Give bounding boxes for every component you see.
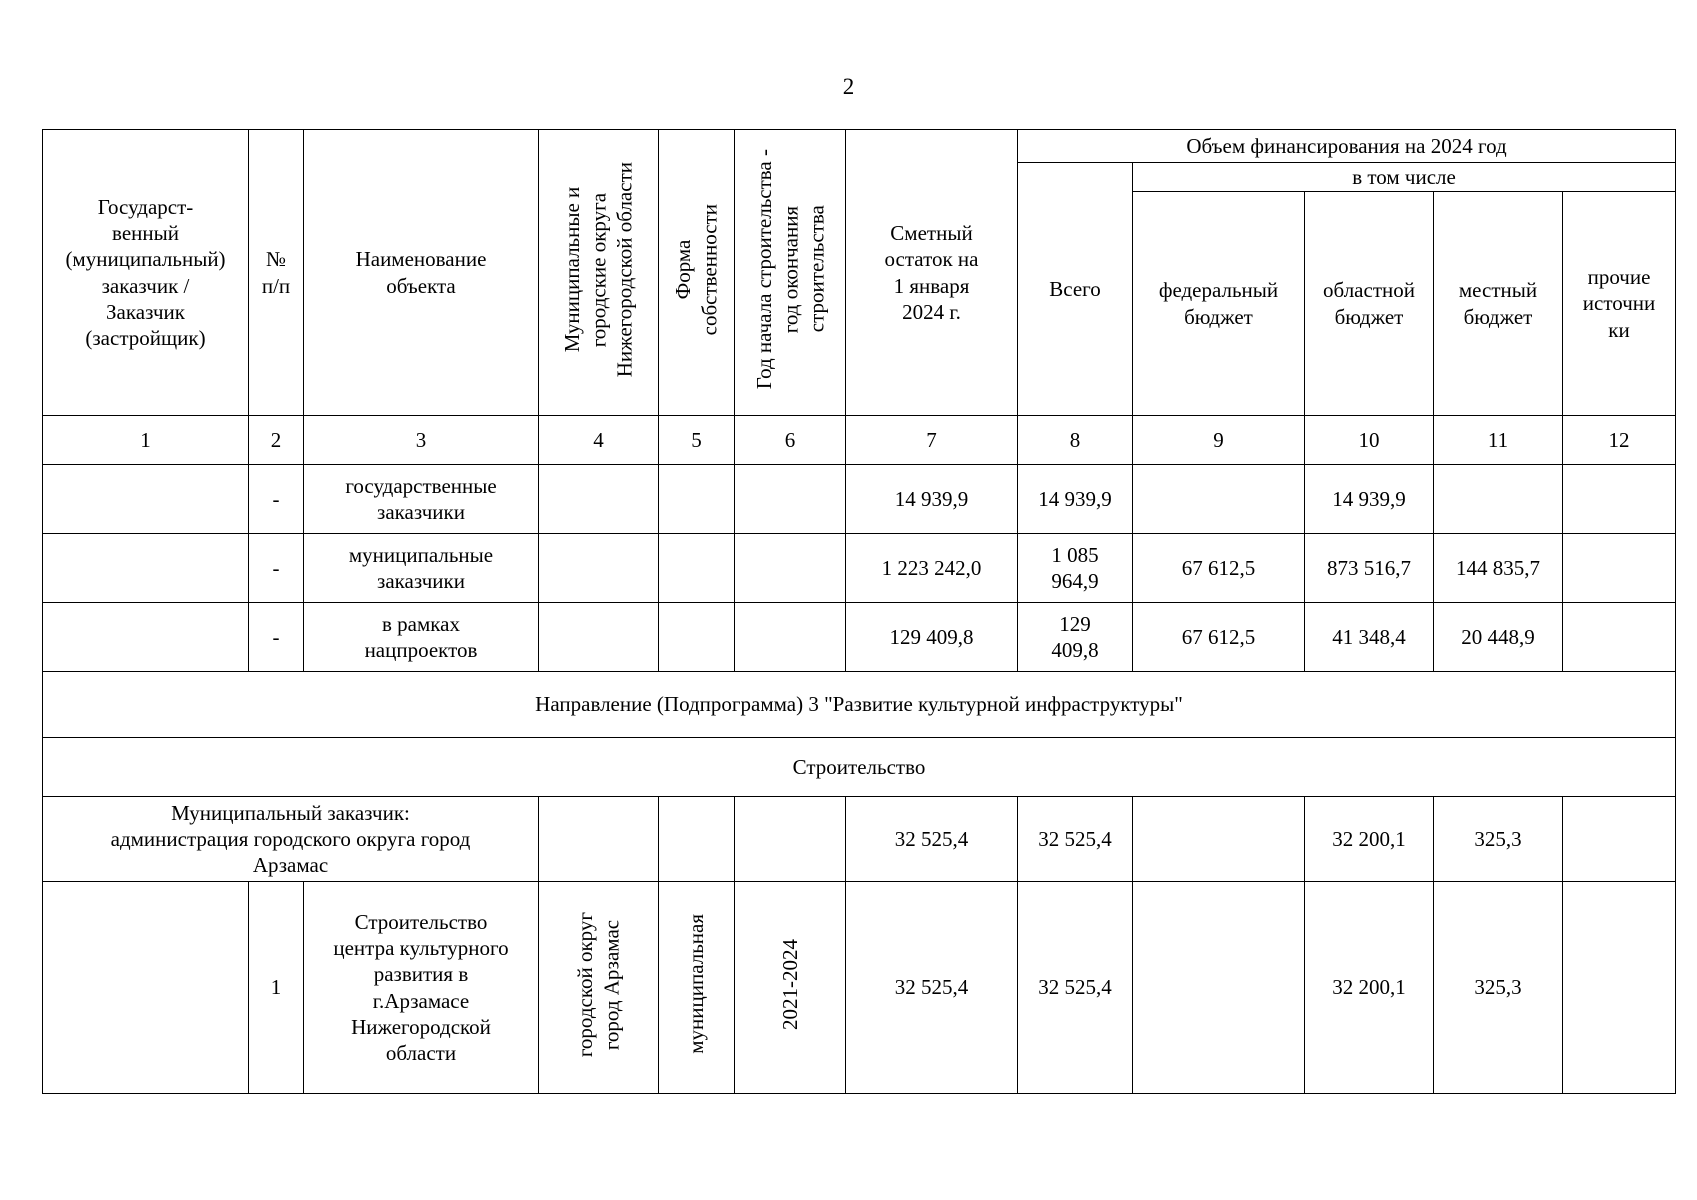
column-number-row: [43, 416, 1676, 465]
header-federal-budget: федеральный бюджет: [1133, 192, 1305, 416]
page-number: 2: [842, 74, 855, 99]
federal-value: [1133, 797, 1305, 882]
header-customer: Государст- венный (муниципальный) заказчик / Заказчик (застройщик): [43, 130, 249, 416]
section-title: Направление (Подпрограмма) 3 "Развитие культурной инфраструктуры": [43, 672, 1676, 738]
customer-cell: [43, 534, 249, 603]
subsection-title: Строительство: [43, 738, 1676, 797]
estimate-value: 1 223 242,0: [846, 534, 1018, 603]
column-number: 11: [1434, 416, 1563, 465]
other-value: [1563, 465, 1676, 534]
local-value: 325,3: [1434, 797, 1563, 882]
column-number: 9: [1133, 416, 1305, 465]
customer-cell: [43, 465, 249, 534]
column-number: 1: [43, 416, 249, 465]
years-cell: [735, 534, 846, 603]
district-cell: [539, 465, 659, 534]
ownership-cell: [659, 797, 735, 882]
column-number: 6: [735, 416, 846, 465]
local-value: 144 835,7: [1434, 534, 1563, 603]
header-ownership: Форма собственности: [671, 203, 722, 336]
column-number: 8: [1018, 416, 1133, 465]
column-number: 3: [304, 416, 539, 465]
ownership-cell: [659, 882, 735, 1094]
object-ownership: муниципальная: [684, 914, 709, 1055]
header-object-name: Наименование объекта: [304, 130, 539, 416]
federal-value: 67 612,5: [1133, 534, 1305, 603]
local-value: 20 448,9: [1434, 603, 1563, 672]
table-row: [43, 465, 1676, 534]
header-including: в том числе: [1133, 163, 1676, 192]
row-number: -: [249, 603, 304, 672]
header-estimate-balance: Сметный остаток на 1 января 2024 г.: [846, 130, 1018, 416]
row-number: -: [249, 465, 304, 534]
federal-value: [1133, 882, 1305, 1094]
other-value: [1563, 882, 1676, 1094]
regional-value: 32 200,1: [1305, 882, 1434, 1094]
object-district: городской округ город Арзамас: [573, 911, 624, 1057]
ownership-cell: [659, 603, 735, 672]
district-cell: [539, 797, 659, 882]
object-years: 2021-2024: [777, 938, 802, 1030]
federal-value: 67 612,5: [1133, 603, 1305, 672]
other-value: [1563, 534, 1676, 603]
table-row: [43, 603, 1676, 672]
row-name: в рамках нацпроектов: [304, 603, 539, 672]
row-name: государственные заказчики: [304, 465, 539, 534]
header-district-cell: [539, 130, 659, 416]
total-value: 1 085 964,9: [1018, 534, 1133, 603]
header-financing-group: Объем финансирования на 2024 год: [1018, 130, 1676, 163]
header-number: № п/п: [249, 130, 304, 416]
other-value: [1563, 603, 1676, 672]
estimate-value: 32 525,4: [846, 797, 1018, 882]
total-value: 32 525,4: [1018, 797, 1133, 882]
header-local-budget: местный бюджет: [1434, 192, 1563, 416]
column-number: 4: [539, 416, 659, 465]
regional-value: 873 516,7: [1305, 534, 1434, 603]
column-number: 5: [659, 416, 735, 465]
total-value: 14 939,9: [1018, 465, 1133, 534]
object-name: Строительство центра культурного развития в г.Арзамасе Нижегородской области: [304, 882, 539, 1094]
header-other-sources: прочие источни ки: [1563, 192, 1676, 416]
total-value: 129 409,8: [1018, 603, 1133, 672]
column-number: 2: [249, 416, 304, 465]
header-ownership-cell: [659, 130, 735, 416]
district-cell: [539, 882, 659, 1094]
federal-value: [1133, 465, 1305, 534]
total-value: 32 525,4: [1018, 882, 1133, 1094]
years-cell: [735, 603, 846, 672]
local-value: [1434, 465, 1563, 534]
regional-value: 14 939,9: [1305, 465, 1434, 534]
header-regional-budget: областной бюджет: [1305, 192, 1434, 416]
local-value: 325,3: [1434, 882, 1563, 1094]
row-number: -: [249, 534, 304, 603]
row-number: 1: [249, 882, 304, 1094]
ownership-cell: [659, 534, 735, 603]
years-cell: [735, 465, 846, 534]
years-cell: [735, 882, 846, 1094]
financing-table: [42, 129, 1676, 1094]
customer-label: Муниципальный заказчик: администрация городского округа город Арзамас: [43, 797, 539, 882]
ownership-cell: [659, 465, 735, 534]
header-total: Всего: [1018, 163, 1133, 416]
estimate-value: 32 525,4: [846, 882, 1018, 1094]
years-cell: [735, 797, 846, 882]
district-cell: [539, 603, 659, 672]
column-number: 10: [1305, 416, 1434, 465]
column-number: 7: [846, 416, 1018, 465]
customer-cell: [43, 882, 249, 1094]
header-district: Муниципальные и городские округа Нижегородской области: [560, 161, 637, 378]
object-row: [43, 882, 1676, 1094]
estimate-value: 129 409,8: [846, 603, 1018, 672]
customer-cell: [43, 603, 249, 672]
column-number: 12: [1563, 416, 1676, 465]
header-years-cell: [735, 130, 846, 416]
regional-value: 32 200,1: [1305, 797, 1434, 882]
customer-row: [43, 797, 1676, 882]
estimate-value: 14 939,9: [846, 465, 1018, 534]
regional-value: 41 348,4: [1305, 603, 1434, 672]
header-years: Год начала строительства - год окончания строительства: [751, 149, 829, 390]
other-value: [1563, 797, 1676, 882]
district-cell: [539, 534, 659, 603]
row-name: муниципальные заказчики: [304, 534, 539, 603]
table-row: [43, 534, 1676, 603]
